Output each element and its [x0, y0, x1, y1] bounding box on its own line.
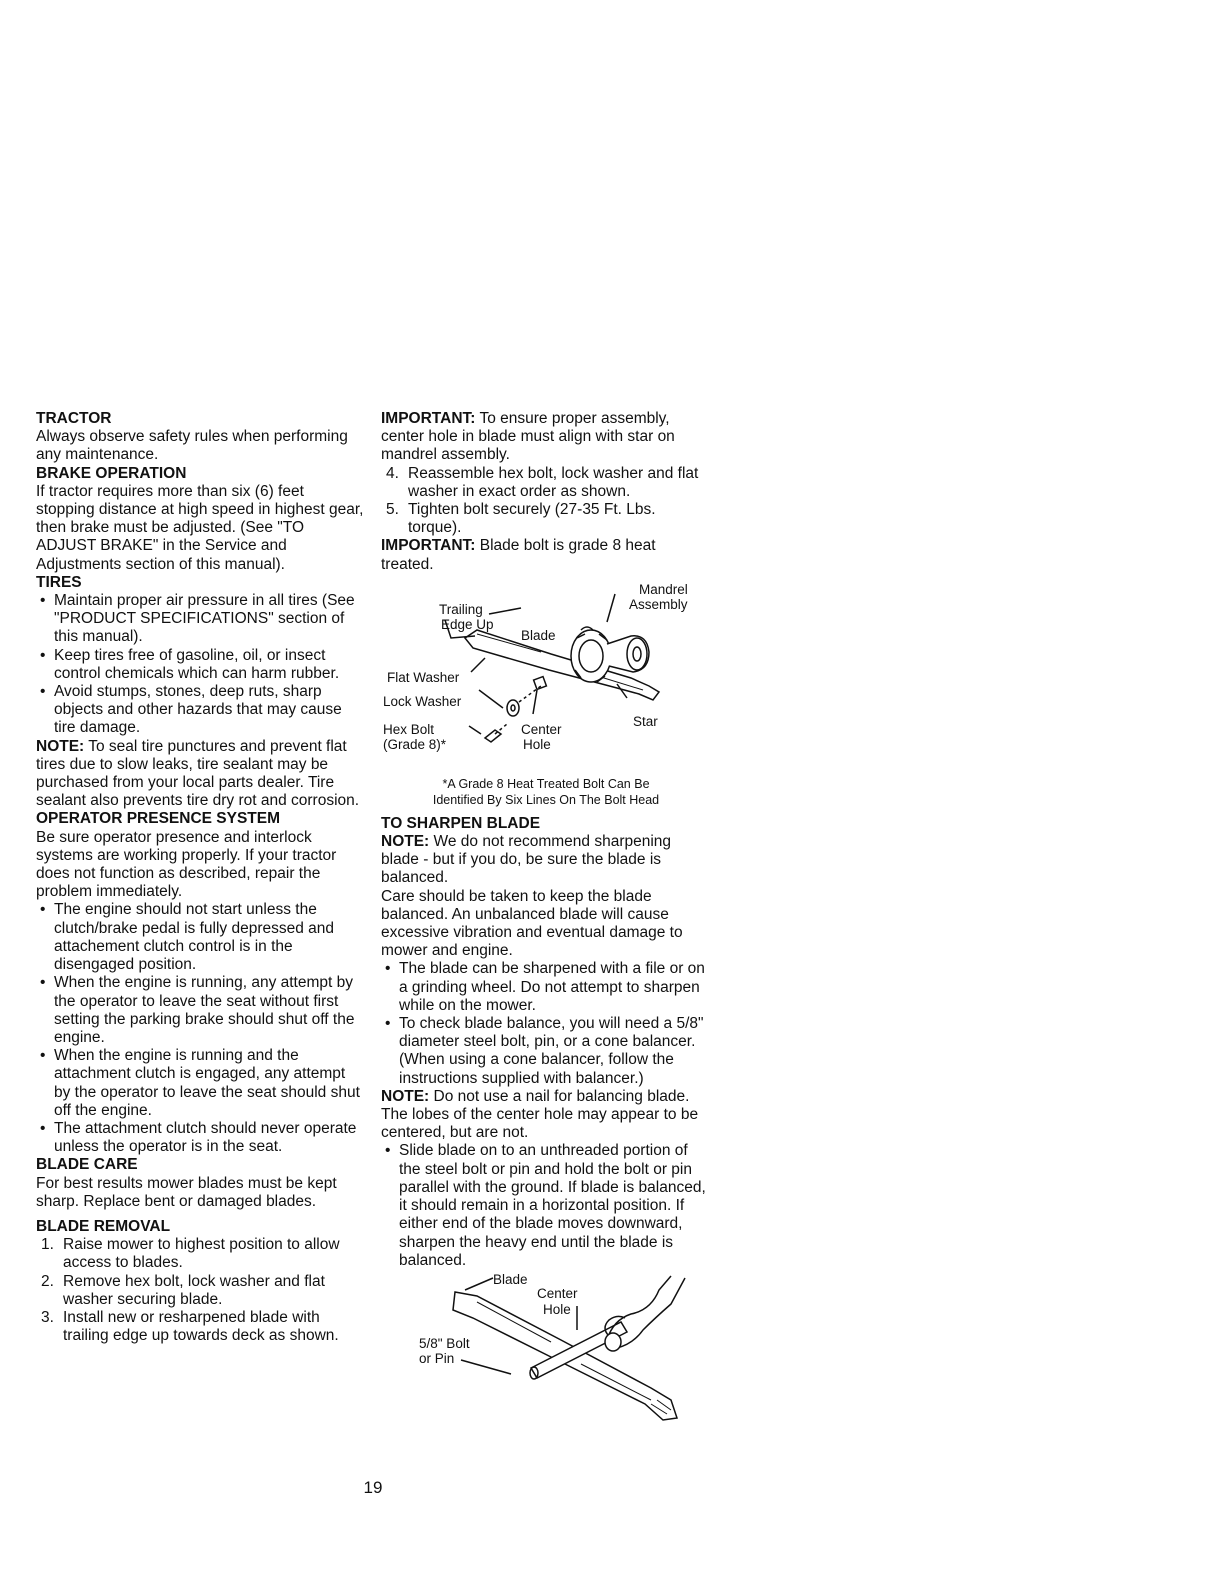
sharpen-heading: TO SHARPEN BLADE	[381, 814, 541, 832]
list-item: 3. Install new or resharpened blade with trailing edge up towards deck as shown.	[41, 1308, 339, 1345]
operator-presence-text: Be sure operator presence and interlock systems are working properly. If your tractor does not function as described, repair the problem immediately.	[36, 828, 337, 901]
list-item: • The blade can be sharpened with a file or on a grinding wheel. Do not attempt to sharpen while on the mower.	[381, 960, 711, 1015]
list-item: • Keep tires free of gasoline, oil, or insect control chemicals which can harm rubber.	[36, 647, 364, 683]
note-label: NOTE:	[36, 737, 85, 755]
tires-note	[36, 738, 364, 811]
operator-presence-list	[36, 901, 364, 1156]
figure-caption: *A Grade 8 Heat Treated Bolt Can Be Identified By Six Lines On The Bolt Head	[432, 776, 660, 807]
list-item: • The attachment clutch should never operate unless the operator is in the seat.	[36, 1120, 364, 1156]
list-item: 5. Tighten bolt securely (27-35 Ft. Lbs. torque).	[386, 501, 656, 537]
blade-balance-figure	[381, 1270, 711, 1440]
list-item: • The engine should not start unless the clutch/brake pedal is fully depressed and attachement clutch control is in the disengaged position.	[36, 901, 364, 974]
label-hole-2: Hole	[543, 1301, 571, 1317]
reassembly-steps	[381, 465, 711, 538]
label-center-2: Center	[537, 1285, 578, 1301]
list-item: • Slide blade on to an unthreaded portion of the steel bolt or pin and hold the bolt or pin parallel with the ground. If blade is balanced, it should remain in a horizontal position. If either end of the blade moves downward, sharpen the heavy end until the blade is balanced.	[381, 1142, 711, 1269]
tires-heading: TIRES	[36, 573, 82, 591]
label-bolt: 5/8" Bolt	[419, 1335, 470, 1351]
label-hex-bolt: Hex Bolt	[383, 721, 435, 737]
brake-operation-heading: BRAKE OPERATION	[36, 464, 187, 482]
label-assembly: Assembly	[629, 596, 688, 612]
label-edge-up: Edge Up	[441, 616, 494, 632]
label-star: Star	[633, 713, 658, 729]
tires-list	[36, 592, 364, 738]
label-center: Center	[521, 721, 562, 737]
operator-presence-heading: OPERATOR PRESENCE SYSTEM	[36, 810, 281, 828]
left-column	[36, 410, 364, 1345]
label-blade-2: Blade	[493, 1271, 528, 1287]
sharpen-list	[381, 960, 711, 1087]
label-lock-washer: Lock Washer	[383, 693, 462, 709]
label-mandrel: Mandrel	[639, 581, 688, 597]
page-number: 19	[363, 1478, 383, 1497]
brake-operation-text: If tractor requires more than six (6) feet stopping distance at high speed in highest gear, then brake must be adjusted. (See "TO ADJUST BRAKE" in the Service and Adjustments section of this manual).	[36, 482, 364, 573]
list-item: • To check blade balance, you will need a 5/8" diameter steel bolt, pin, or a cone balancer. (When using a cone balancer, follow the instructions supplied with balancer.)	[381, 1015, 711, 1088]
blade-care-heading: BLADE CARE	[36, 1156, 138, 1174]
blade-care-text: For best results mower blades must be kept sharp. Replace bent or damaged blades.	[36, 1174, 337, 1210]
list-item: 2. Remove hex bolt, lock washer and flat washer securing blade.	[41, 1272, 325, 1308]
right-column	[381, 410, 711, 1440]
list-item: • Avoid stumps, stones, deep ruts, sharp objects and other hazards that may cause tire damage.	[36, 683, 364, 738]
list-item: • When the engine is running and the attachment clutch is engaged, any attempt by the operator to leave the seat should shut off the engine.	[36, 1047, 364, 1120]
list-item: • When the engine is running, any attempt by the operator to leave the seat without first setting the parking brake should shut off the engine.	[36, 974, 364, 1047]
label-trailing: Trailing	[439, 601, 483, 617]
blade-removal-heading: BLADE REMOVAL	[36, 1217, 171, 1235]
balance-note: NOTE: Do not use a nail for balancing blade. The lobes of the center hole may appear to be centered, but are not.	[381, 1087, 699, 1142]
tractor-intro: Always observe safety rules when performing any maintenance.	[36, 428, 348, 464]
list-item: 1. Raise mower to highest position to allow access to blades.	[41, 1236, 340, 1272]
note-text: To seal tire punctures and prevent flat tires due to slow leaks, tire sealant may be purchased from your local parts dealer. Tire sealant also prevents tire dry rot and corrosion.	[36, 737, 360, 810]
list-item: 4. Reassemble hex bolt, lock washer and flat washer in exact order as shown.	[386, 464, 699, 500]
label-grade: (Grade 8)*	[383, 736, 447, 752]
blade-removal-steps	[36, 1236, 364, 1345]
balance-list	[381, 1142, 711, 1269]
important-alignment: IMPORTANT: To ensure proper assembly, center hole in blade must align with star on mandrel assembly.	[381, 410, 675, 464]
important-bolt-grade: IMPORTANT: Blade bolt is grade 8 heat treated.	[381, 537, 656, 573]
blade-assembly-figure	[381, 574, 711, 774]
label-hole: Hole	[523, 736, 551, 752]
label-blade: Blade	[521, 627, 556, 643]
sharpen-note: NOTE: We do not recommend sharpening blade - but if you do, be sure the blade is balanced.	[381, 833, 672, 887]
sharpen-text: Care should be taken to keep the blade balanced. An unbalanced blade will cause excessive vibration and eventual damage to mower and engine.	[381, 887, 683, 960]
label-pin: or Pin	[419, 1350, 455, 1366]
label-flat-washer: Flat Washer	[387, 669, 460, 685]
tractor-heading: TRACTOR	[36, 410, 112, 427]
list-item: • Maintain proper air pressure in all tires (See "PRODUCT SPECIFICATIONS" section of this manual).	[36, 592, 364, 647]
